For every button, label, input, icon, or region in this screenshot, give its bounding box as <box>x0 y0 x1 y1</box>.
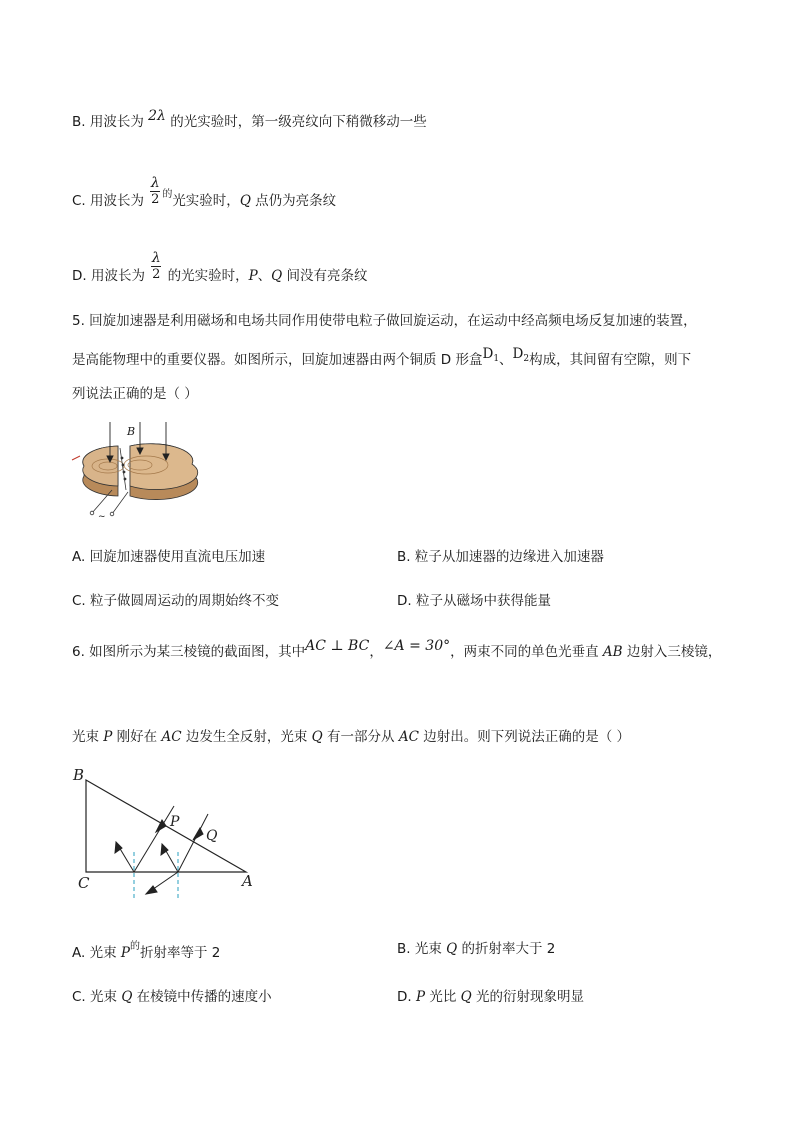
q4-option-b-prefix: B. 用波长为 <box>72 114 149 130</box>
field-label-b: B <box>127 425 136 438</box>
q6-option-a-text: 折射率等于 2 <box>139 945 221 961</box>
q5-option-d[interactable]: D. 粒子从磁场中获得能量 <box>397 593 551 609</box>
q6-var-ab: AB <box>602 644 623 660</box>
q4-option-d[interactable] <box>72 250 368 292</box>
q5-sep: 、 <box>499 352 513 368</box>
beam-label-p: P <box>170 814 180 830</box>
q6-stem-line1 <box>72 640 721 660</box>
fraction-denominator: 2 <box>151 192 160 207</box>
q5-stem-line2-suffix: 构成，其间留有空隙，则下 <box>529 352 692 368</box>
q6-math-perpendicular: AC ⊥ BC <box>305 638 370 654</box>
q5-d2-sub: 2 <box>523 354 530 364</box>
q6-option-b[interactable] <box>397 937 555 957</box>
q6-option-d-var1: P <box>415 989 426 1005</box>
q6-var-q: Q <box>311 729 323 745</box>
q6-option-c-prefix: C. 光束 <box>72 989 122 1005</box>
q6-l2-d: 有一部分从 <box>322 729 399 745</box>
q6-option-c-var: Q <box>121 989 133 1005</box>
fraction-numerator: λ <box>151 250 161 266</box>
q5-d1-letter: D <box>482 346 494 362</box>
prism-figure <box>70 762 260 902</box>
q4-option-d-fraction <box>151 250 161 282</box>
q6-option-a-prefix: A. 光束 <box>72 945 121 961</box>
vertex-b: B <box>73 766 85 784</box>
q6-option-b-var: Q <box>446 941 458 957</box>
q4-option-b-math: 2λ <box>148 108 166 124</box>
q5-d1 <box>482 346 499 362</box>
q4-option-c-suffix: 光实验时， <box>172 193 240 209</box>
q6-l2-b: 刚好在 <box>112 729 162 745</box>
q6-option-b-prefix: B. 光束 <box>397 941 447 957</box>
q6-option-d-prefix: D. <box>397 989 416 1005</box>
q4-option-c-fraction <box>150 175 160 207</box>
q6-stem-suffix-b: 边射入三棱镜， <box>622 644 722 660</box>
cyclotron-figure <box>70 420 200 520</box>
q6-stem-suffix-a: ，两束不同的单色光垂直 <box>450 644 603 660</box>
q6-var-ac2: AC <box>398 729 419 745</box>
q4-option-d-var2: Q <box>271 268 283 284</box>
q5-option-b[interactable]: B. 粒子从加速器的边缘进入加速器 <box>397 549 604 565</box>
q6-option-a-de: 的 <box>129 941 140 952</box>
ac-source-label: ~ <box>98 512 106 520</box>
q4-option-c-var: Q <box>239 193 251 209</box>
q4-option-d-sep: 、 <box>257 268 272 284</box>
q6-l2-e: 边射出。则下列说法正确的是（ ） <box>418 729 631 745</box>
q6-option-d[interactable] <box>397 985 584 1005</box>
q4-option-c-de: 的 <box>162 189 173 200</box>
q6-var-ac1: AC <box>161 729 182 745</box>
q6-option-b-text: 的折射率大于 2 <box>457 941 556 957</box>
q4-option-d-end: 间没有亮条纹 <box>282 268 368 284</box>
beam-p <box>115 806 174 872</box>
q5-d2-letter: D <box>512 346 524 362</box>
q6-option-c-text: 在棱镜中传播的速度小 <box>132 989 272 1005</box>
fraction-denominator: 2 <box>152 267 161 282</box>
q5-stem-line2-prefix: 是高能物理中的重要仪器。如图所示，回旋加速器由两个铜质 D 形盒 <box>72 352 483 368</box>
q5-option-c[interactable]: C. 粒子做圆周运动的周期始终不变 <box>72 593 280 609</box>
q6-option-c[interactable] <box>72 985 272 1005</box>
q4-option-d-mid: 的光实验时， <box>163 268 249 284</box>
q4-option-d-prefix: D. 用波长为 <box>72 268 150 284</box>
q4-option-b[interactable] <box>72 110 427 130</box>
q6-option-a-var: P <box>120 945 130 961</box>
q5-d2 <box>513 346 530 362</box>
q6-stem-prefix: 6. 如图所示为某三棱镜的截面图，其中 <box>72 644 306 660</box>
q6-option-d-var2: Q <box>460 989 472 1005</box>
q6-l2-c: 边发生全反射，光束 <box>181 729 312 745</box>
q4-option-c[interactable] <box>72 175 337 217</box>
q5-option-a[interactable]: A. 回旋加速器使用直流电压加速 <box>72 549 266 565</box>
q6-var-p: P <box>103 729 113 745</box>
q6-stem-line2 <box>72 725 630 745</box>
q6-comma: ， <box>369 644 383 660</box>
q5-stem-line1: 5. 回旋加速器是利用磁场和电场共同作用使带电粒子做回旋运动，在运动中经高频电场反复加速的装置， <box>72 313 697 329</box>
q5-stem-line3: 列说法正确的是（ ） <box>72 386 198 402</box>
q4-option-c-end: 点仍为亮条纹 <box>250 193 337 209</box>
q5-stem-line2 <box>72 348 691 370</box>
vertex-a: A <box>242 872 253 890</box>
q5-d1-sub: 1 <box>493 354 500 364</box>
vertex-c: C <box>78 874 90 892</box>
q4-option-d-var1: P <box>248 268 258 284</box>
beam-label-q: Q <box>206 828 218 844</box>
q6-option-a[interactable] <box>72 937 220 961</box>
q6-option-d-mid: 光比 <box>425 989 461 1005</box>
q6-math-angle: ∠A = 30° <box>382 638 451 654</box>
q4-option-c-prefix: C. 用波长为 <box>72 193 149 209</box>
q4-option-b-suffix: 的光实验时，第一级亮纹向下稍微移动一些 <box>165 114 427 130</box>
q6-l2-a: 光束 <box>72 729 104 745</box>
fraction-numerator: λ <box>150 175 160 191</box>
q6-option-d-text: 光的衍射现象明显 <box>471 989 585 1005</box>
